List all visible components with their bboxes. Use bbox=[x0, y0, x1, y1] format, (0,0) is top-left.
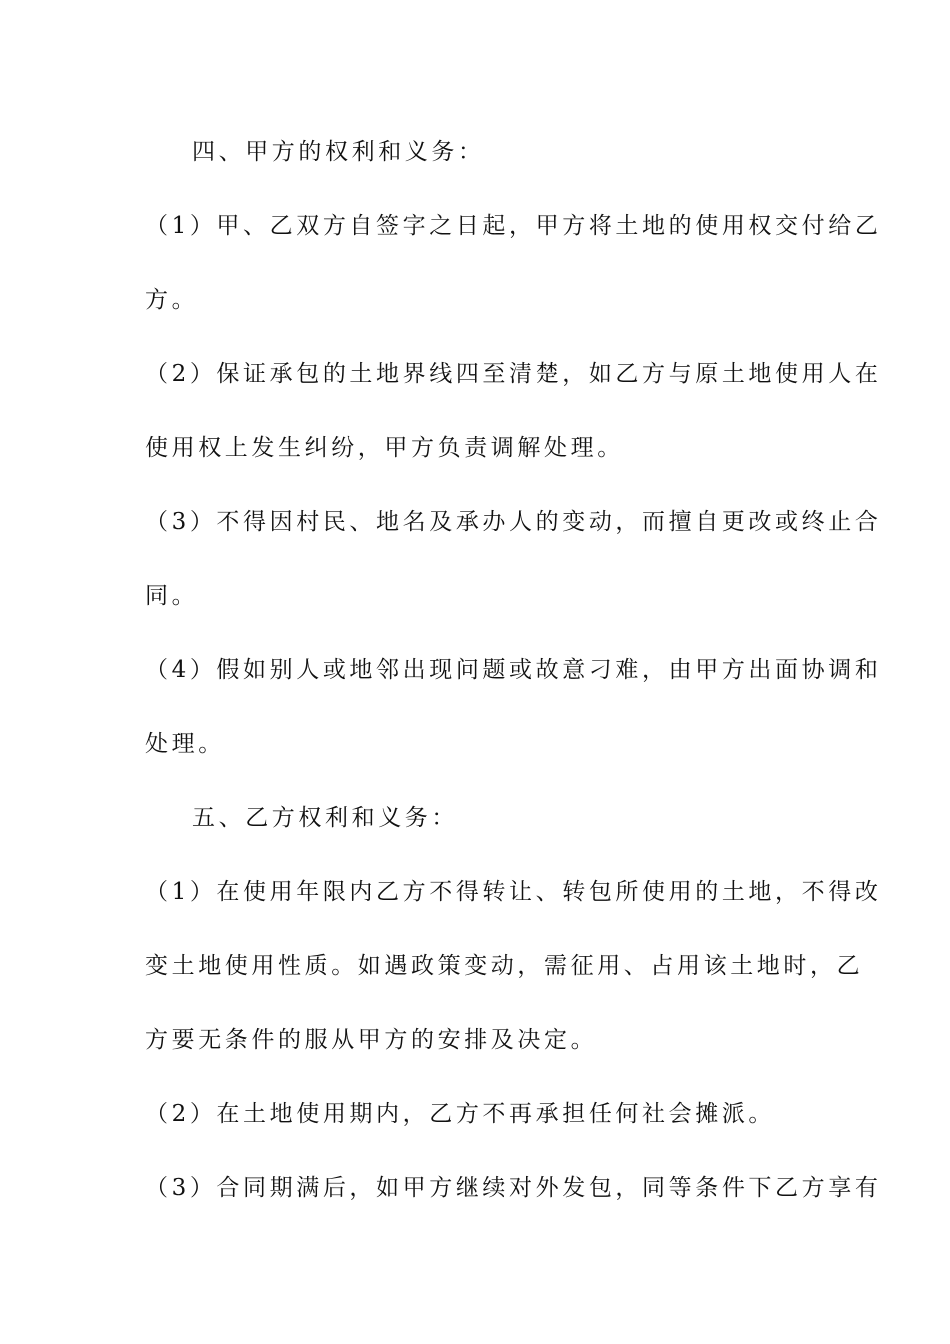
paragraph-line: （2）保证承包的土地界线四至清楚，如乙方与原土地使用人在 bbox=[145, 361, 882, 387]
paragraph-line: 方。 bbox=[145, 287, 199, 313]
paragraph-line: （3）合同期满后，如甲方继续对外发包，同等条件下乙方享有 bbox=[145, 1175, 882, 1201]
paragraph-line: 使用权上发生纠纷，甲方负责调解处理。 bbox=[145, 435, 624, 461]
paragraph-line: （4）假如别人或地邻出现问题或故意刁难，由甲方出面协调和 bbox=[145, 657, 882, 683]
paragraph-line: （1）甲、乙双方自签字之日起，甲方将土地的使用权交付给乙 bbox=[145, 213, 882, 239]
paragraph-line: （3）不得因村民、地名及承办人的变动，而擅自更改或终止合 bbox=[145, 509, 882, 535]
paragraph-line: （2）在土地使用期内，乙方不再承担任何社会摊派。 bbox=[145, 1101, 776, 1127]
paragraph-line: 同。 bbox=[145, 583, 199, 609]
paragraph-line: 变土地使用性质。如遇政策变动，需征用、占用该土地时，乙 bbox=[145, 953, 864, 979]
paragraph-line: 方要无条件的服从甲方的安排及决定。 bbox=[145, 1027, 598, 1053]
paragraph-line: （1）在使用年限内乙方不得转让、转包所使用的土地，不得改 bbox=[145, 879, 882, 905]
paragraph-line: 处理。 bbox=[145, 731, 225, 757]
section-heading-party-b: 五、乙方权利和义务： bbox=[192, 805, 458, 831]
section-heading-party-a: 四、甲方的权利和义务： bbox=[192, 139, 485, 165]
